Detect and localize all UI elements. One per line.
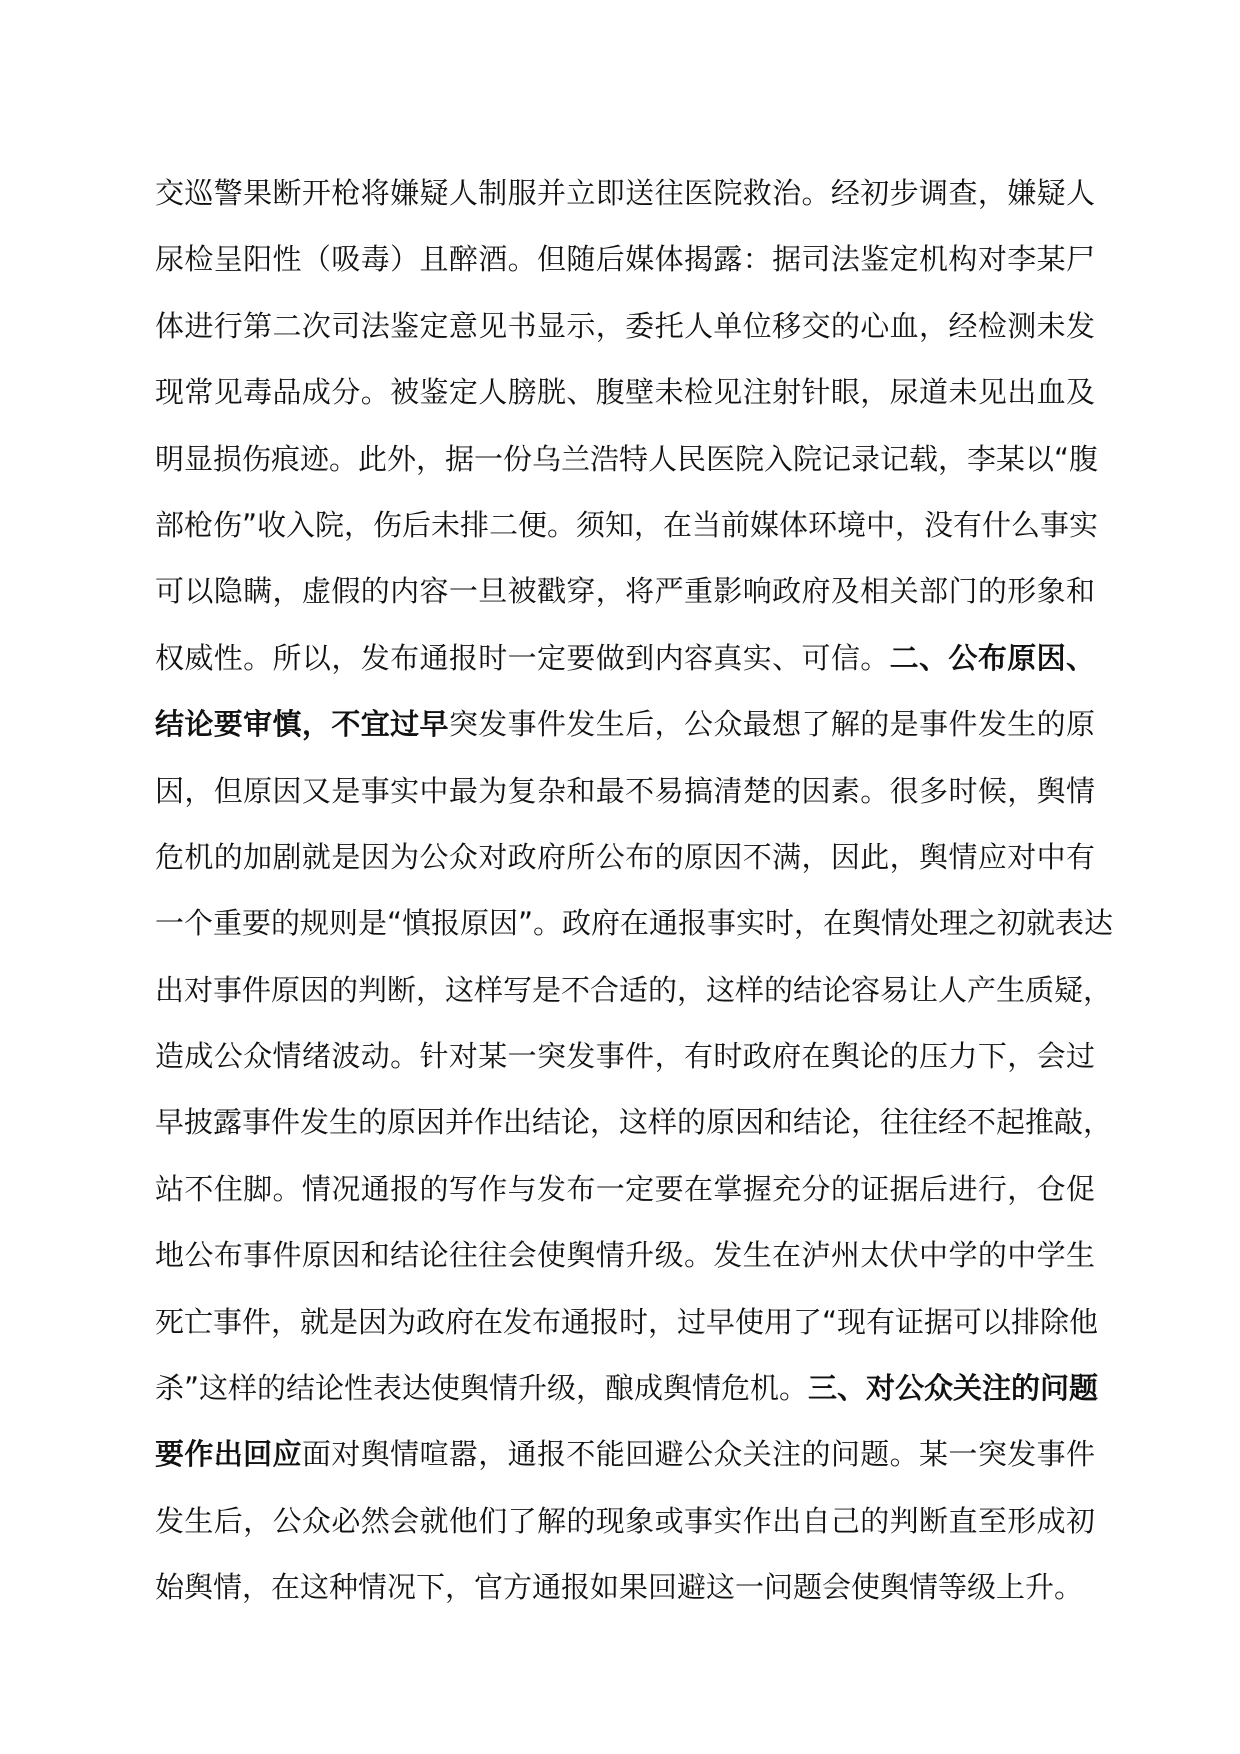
text-line: [155, 1156, 1095, 1222]
text-segment: 突发事件发生后，公众最想了解的是事件发生的原: [448, 707, 1095, 742]
text-segment: 死亡事件，就是因为政府在发布通报时，过早使用了“现有证据可以排除他: [155, 1304, 1099, 1339]
text-line: [155, 1554, 1095, 1620]
text-line: [155, 359, 1095, 425]
text-segment: 权威性。所以，发布通报时一定要做到内容真实、可信。: [155, 640, 890, 675]
text-segment: 发生后，公众必然会就他们了解的现象或事实作出自己的判断直至形成初: [155, 1503, 1095, 1538]
text-line: [155, 957, 1113, 1023]
text-segment: 现常见毒品成分。被鉴定人膀胱、腹壁未检见注射针眼，尿道未见出血及: [155, 375, 1095, 410]
section-heading: 二、公布原因、: [889, 640, 1095, 675]
text-line: [155, 1421, 1095, 1487]
text-segment: 可以隐瞒，虚假的内容一旦被戳穿，将严重影响政府及相关部门的形象和: [155, 574, 1095, 609]
text-segment: 站不住脚。情况通报的写作与发布一定要在掌握充分的证据后进行，仓促: [155, 1171, 1095, 1206]
text-line: [155, 691, 1095, 757]
section-heading: 三、对公众关注的问题: [808, 1371, 1099, 1406]
text-segment: 体进行第二次司法鉴定意见书显示，委托人单位移交的心血，经检测未发: [155, 308, 1095, 343]
text-line: [155, 492, 1099, 558]
text-segment: 明显损伤痕迹。此外，据一份乌兰浩特人民医院入院记录记载，李某以“腹: [155, 441, 1099, 476]
text-segment: 出对事件原因的判断，这样写是不合适的，这样的结论容易让人产生质疑，: [155, 972, 1113, 1007]
text-segment: 造成公众情绪波动。针对某一突发事件，有时政府在舆论的压力下，会过: [155, 1039, 1095, 1074]
text-line: [155, 890, 1114, 956]
text-segment: 尿检呈阳性（吸毒）且醉酒。: [155, 242, 538, 277]
text-segment: 地公布事件原因和结论往往会使舆情升级。发生在泸州太伏中学的中学生: [155, 1238, 1095, 1273]
text-segment: 杀”这样的结论性表达使舆情升级，酿成舆情危机。: [155, 1371, 809, 1406]
text-segment: 交巡警果断开枪将嫌疑人制服并立即送往医院救治。经初步调查，嫌疑人: [155, 176, 1095, 210]
text-line: [155, 625, 1095, 691]
text-line: [155, 758, 1095, 824]
text-segment: 危机的加剧就是因为公众对政府所公布的原因不满，因此，舆情应对中有: [155, 839, 1095, 874]
text-line: [155, 1488, 1095, 1554]
section-heading: 要作出回应: [155, 1437, 302, 1472]
text-line: [155, 293, 1095, 359]
text-line: [155, 558, 1095, 624]
text-line: [155, 1089, 1113, 1155]
body-text: [155, 160, 1114, 1621]
section-heading: 结论要审慎，不宜过早: [155, 707, 449, 742]
text-line: [155, 1289, 1099, 1355]
text-segment: 面对舆情喧嚣，通报不能回避公众关注的问题。某一突发事件: [301, 1437, 1095, 1472]
text-segment: 一个重要的规则是“慎报原因”。政府在通报事实时，在舆情处理之初就表达: [155, 906, 1114, 941]
text-line: [155, 824, 1095, 890]
text-line: [155, 1222, 1095, 1288]
text-line: [155, 226, 1095, 292]
text-line: [155, 1023, 1095, 1089]
text-segment: 始舆情，在这种情况下，官方通报如果回避这一问题会使舆情等级上升。: [155, 1570, 1084, 1605]
text-segment: 但随后媒体揭露：据司法鉴定机构对李某尸: [537, 242, 1095, 277]
text-segment: 早披露事件发生的原因并作出结论，这样的原因和结论，往往经不起推敲，: [155, 1105, 1113, 1140]
text-line: [155, 160, 1095, 226]
text-line: [155, 426, 1099, 492]
text-line: [155, 1355, 1099, 1421]
text-segment: 部枪伤”收入院，伤后未排二便。须知，在当前媒体环境中，没有什么事实: [155, 507, 1099, 542]
text-segment: 因，但原因又是事实中最为复杂和最不易搞清楚的因素。很多时候，舆情: [155, 773, 1095, 808]
